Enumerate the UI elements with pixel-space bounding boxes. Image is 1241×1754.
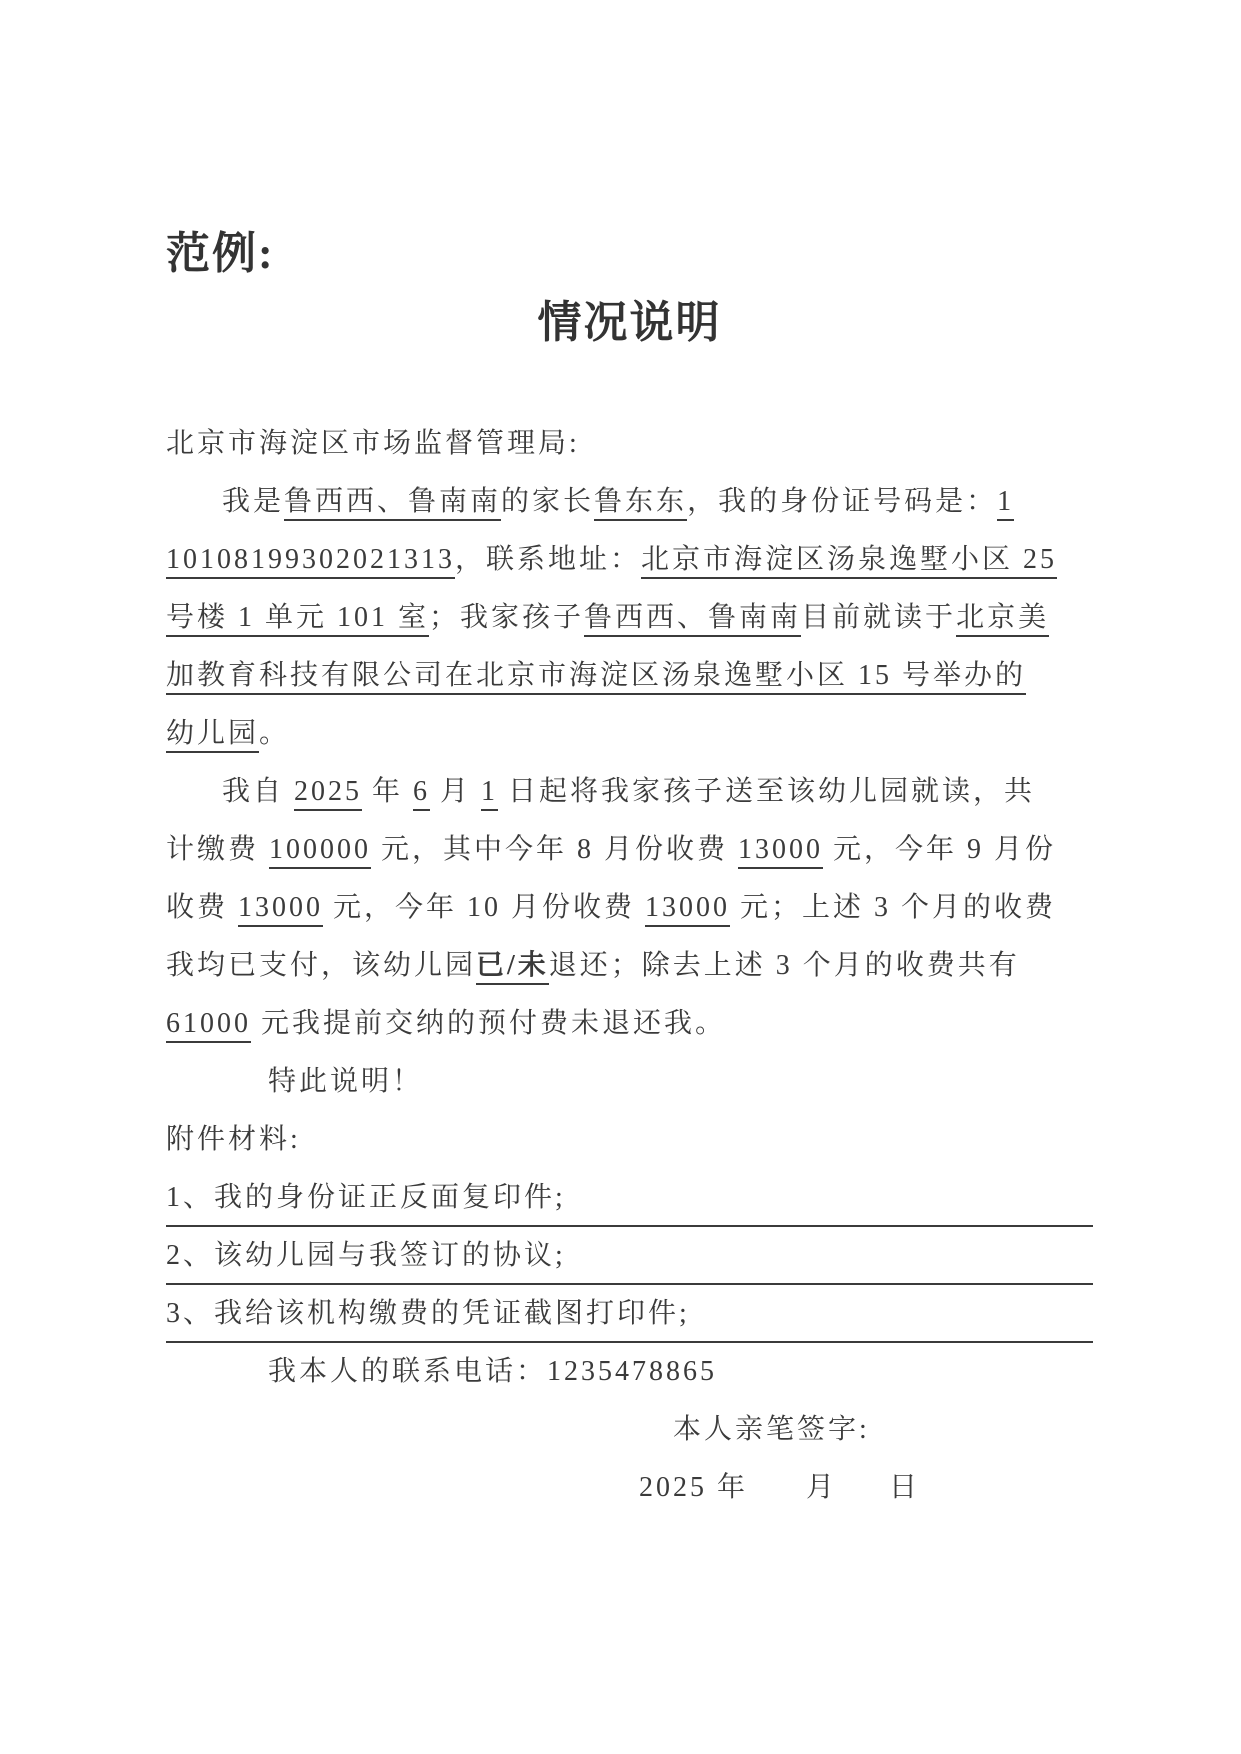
date-year: 2025 年 — [639, 1472, 749, 1503]
underlined-sep-fee: 13000 — [238, 892, 323, 927]
underlined-prepaid-amount: 61000 — [166, 1008, 251, 1043]
closing-statement-line — [166, 1053, 1093, 1111]
plain-text: 元，今年 10 月份收费 — [323, 892, 646, 923]
body-line — [166, 937, 1093, 995]
underlined-id-number: 10108199302021313 — [166, 544, 455, 579]
plain-text: 元，其中今年 8 月份收费 — [371, 834, 739, 865]
attachments-header-text: 附件材料: — [166, 1124, 301, 1155]
plain-text: 计缴费 — [166, 834, 270, 865]
signature-line — [166, 1401, 1093, 1459]
salutation-text: 北京市海淀区市场监督管理局: — [166, 428, 580, 459]
plain-text: ，联系地址： — [455, 544, 642, 575]
plain-text: 。 — [259, 718, 291, 749]
body-line — [166, 995, 1093, 1053]
underlined-school-name: 北京美 — [956, 602, 1049, 637]
attachment-item-text: 2、该幼儿园与我签订的协议; — [166, 1240, 566, 1271]
underlined-aug-fee: 13000 — [738, 834, 823, 869]
attachments-header-line — [166, 1111, 1093, 1169]
plain-text: ；我家孩子 — [429, 602, 585, 633]
body-line — [166, 821, 1093, 879]
date-day: 日 — [889, 1472, 921, 1503]
underlined-oct-fee: 13000 — [645, 892, 730, 927]
body-line — [166, 647, 1093, 705]
document-title: 情况说明 — [537, 298, 722, 347]
plain-text: 收费 — [166, 892, 239, 923]
underlined-children-names: 鲁西西、鲁南南 — [584, 602, 801, 637]
underlined-children-names: 鲁西西、鲁南南 — [284, 486, 501, 521]
plain-text: 我自 — [222, 776, 295, 807]
plain-text: 日起将我家孩子送至该幼儿园就读，共 — [498, 776, 1036, 807]
underlined-bold-yes-no: 已/未 — [476, 950, 549, 985]
plain-text: 元我提前交纳的预付费未退还我。 — [251, 1008, 727, 1039]
underlined-id-digit: 1 — [997, 486, 1014, 521]
phone-line — [166, 1343, 1093, 1401]
example-label: 范例: — [166, 229, 275, 278]
phone-text: 我本人的联系电话：1235478865 — [268, 1356, 718, 1387]
underlined-address: 北京市海淀区汤泉逸墅小区 25 — [641, 544, 1057, 579]
closing-statement-text: 特此说明！ — [268, 1066, 424, 1097]
body-line — [166, 473, 1093, 531]
plain-text: 月 — [430, 776, 482, 807]
underlined-year: 2025 — [294, 776, 362, 811]
underlined-day: 1 — [481, 776, 498, 811]
attachment-item-3 — [166, 1285, 1093, 1343]
plain-text: 年 — [362, 776, 414, 807]
salutation-line — [166, 415, 1093, 473]
date-month: 月 — [806, 1472, 838, 1503]
document-body — [166, 415, 1093, 1517]
attachment-item-2 — [166, 1227, 1093, 1285]
attachment-item-1 — [166, 1169, 1093, 1227]
underlined-month: 6 — [413, 776, 430, 811]
attachment-item-text: 1、我的身份证正反面复印件; — [166, 1182, 566, 1213]
body-line — [166, 879, 1093, 937]
plain-text: 退还；除去上述 3 个月的收费共有 — [548, 950, 1020, 981]
attachment-item-text: 3、我给该机构缴费的凭证截图打印件; — [166, 1298, 690, 1329]
plain-text: 元，今年 9 月份 — [823, 834, 1057, 865]
signature-label: 本人亲笔签字: — [673, 1414, 870, 1445]
date-line — [166, 1459, 1093, 1517]
underlined-parent-name: 鲁东东 — [594, 486, 687, 521]
underlined-kindergarten: 幼儿园 — [166, 718, 259, 753]
underlined-total-fee: 100000 — [269, 834, 371, 869]
plain-text: 的家长 — [501, 486, 595, 517]
body-line — [166, 589, 1093, 647]
body-line — [166, 531, 1093, 589]
body-line — [166, 705, 1093, 763]
plain-text: 我是 — [222, 486, 285, 517]
plain-text: 我均已支付，该幼儿园 — [166, 950, 477, 981]
body-line — [166, 763, 1093, 821]
plain-text: 元；上述 3 个月的收费 — [730, 892, 1057, 923]
plain-text: ，我的身份证号码是： — [687, 486, 998, 517]
underlined-address-cont: 号楼 1 单元 101 室 — [166, 602, 429, 637]
underlined-school-name-cont: 加教育科技有限公司在北京市海淀区汤泉逸墅小区 15 号举办的 — [166, 660, 1026, 695]
plain-text: 目前就读于 — [801, 602, 957, 633]
